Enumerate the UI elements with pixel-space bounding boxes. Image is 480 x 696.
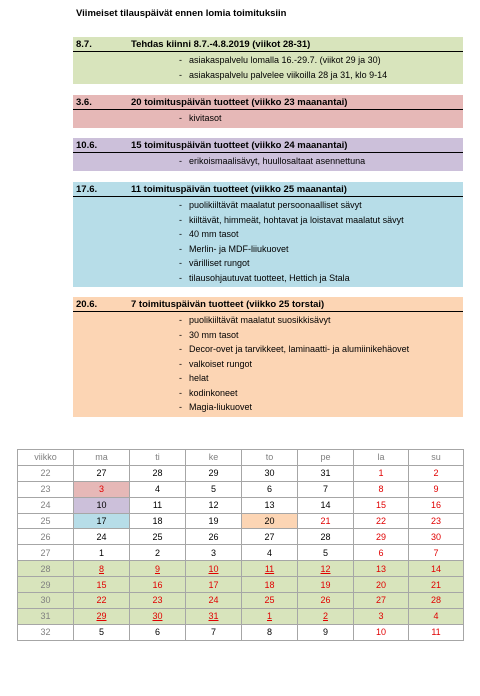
section-item: - erikoismaalisävyt, huullosaltaat asennettuna	[73, 154, 463, 169]
section-date: 17.6.	[76, 184, 98, 195]
section-header	[73, 95, 463, 110]
calendar-day-cell: 17	[74, 513, 130, 529]
calendar-week-row	[18, 624, 464, 640]
weekday-header-ke: ke	[186, 450, 242, 466]
calendar-day-cell: 2	[298, 608, 354, 624]
calendar-day-cell: 19	[186, 513, 242, 529]
calendar-day-cell: 30	[242, 465, 298, 481]
weekday-header-to: to	[242, 450, 298, 466]
calendar-week-row	[18, 465, 464, 481]
calendar-day-cell: 12	[298, 561, 354, 577]
calendar-week-row	[18, 497, 464, 513]
section-header	[73, 182, 463, 197]
section-item: - puolikiiltävät maalatut suosikkisävyt	[73, 313, 463, 328]
calendar-day-cell: 7	[298, 481, 354, 497]
calendar-day-cell: 26	[298, 593, 354, 609]
calendar-day-cell: 14	[298, 497, 354, 513]
calendar-day-cell: 6	[354, 545, 409, 561]
calendar-day-cell: 3	[354, 608, 409, 624]
weekday-header-su: su	[409, 450, 464, 466]
calendar-day-cell: 4	[130, 481, 186, 497]
calendar-day-cell: 25	[242, 593, 298, 609]
section-date: 20.6.	[76, 299, 98, 310]
week-number: 31	[18, 608, 74, 624]
section-item: - Magia-liukuovet	[73, 400, 463, 415]
calendar-week-row	[18, 481, 464, 497]
calendar-day-cell: 4	[242, 545, 298, 561]
section-item: - Decor-ovet ja tarvikkeet, laminaatti- ja alumiinikehäovet	[73, 342, 463, 357]
calendar-day-cell: 20	[354, 577, 409, 593]
week-number: 28	[18, 561, 74, 577]
week-number: 26	[18, 529, 74, 545]
section-item: - tilausohjautuvat tuotteet, Hettich ja Stala	[73, 271, 463, 286]
calendar-day-cell: 25	[130, 529, 186, 545]
calendar-day-cell: 5	[186, 481, 242, 497]
calendar-day-cell: 9	[298, 624, 354, 640]
calendar-day-cell: 6	[242, 481, 298, 497]
section-date: 3.6.	[76, 97, 92, 108]
calendar-day-cell: 27	[74, 465, 130, 481]
section-items	[73, 110, 463, 128]
calendar-day-cell: 10	[186, 561, 242, 577]
calendar-day-cell: 24	[186, 593, 242, 609]
section-header	[73, 37, 463, 52]
calendar-day-cell: 5	[74, 624, 130, 640]
calendar-day-cell: 8	[242, 624, 298, 640]
week-number: 32	[18, 624, 74, 640]
weekday-header-ma: ma	[74, 450, 130, 466]
section-item: - 30 mm tasot	[73, 328, 463, 343]
calendar-header-row	[18, 450, 464, 466]
calendar-week-row	[18, 561, 464, 577]
section-5	[73, 297, 463, 417]
section-item: - kiiltävät, himmeät, hohtavat ja loistavat maalatut sävyt	[73, 213, 463, 228]
section-items	[73, 153, 463, 171]
calendar-week-row	[18, 593, 464, 609]
calendar-day-cell: 13	[354, 561, 409, 577]
section-items	[73, 312, 463, 417]
section-item: - Merlin- ja MDF-liiukuovet	[73, 242, 463, 257]
calendar-day-cell: 20	[242, 513, 298, 529]
calendar-day-cell: 18	[130, 513, 186, 529]
calendar-day-cell: 16	[130, 577, 186, 593]
calendar-week-row	[18, 529, 464, 545]
section-item: - helat	[73, 371, 463, 386]
week-column-header: viikko	[18, 450, 74, 466]
section-item: - värilliset rungot	[73, 256, 463, 271]
calendar-week-row	[18, 513, 464, 529]
calendar-day-cell: 29	[354, 529, 409, 545]
calendar-day-cell: 27	[242, 529, 298, 545]
section-item: - kodinkoneet	[73, 386, 463, 401]
calendar-day-cell: 8	[74, 561, 130, 577]
calendar-day-cell: 8	[354, 481, 409, 497]
calendar-day-cell: 28	[298, 529, 354, 545]
calendar-day-cell: 22	[74, 593, 130, 609]
calendar-day-cell: 26	[186, 529, 242, 545]
section-item: - valkoiset rungot	[73, 357, 463, 372]
section-header	[73, 138, 463, 153]
calendar-day-cell: 3	[186, 545, 242, 561]
calendar-day-cell: 14	[409, 561, 464, 577]
calendar-day-cell: 29	[74, 608, 130, 624]
calendar-day-cell: 30	[130, 608, 186, 624]
calendar-day-cell: 16	[409, 497, 464, 513]
calendar-day-cell: 1	[74, 545, 130, 561]
section-date: 10.6.	[76, 140, 98, 151]
week-number: 29	[18, 577, 74, 593]
section-4	[73, 182, 463, 287]
calendar-day-cell: 7	[186, 624, 242, 640]
section-3	[73, 138, 463, 171]
calendar-day-cell: 2	[130, 545, 186, 561]
calendar-day-cell: 1	[242, 608, 298, 624]
section-item: - kivitasot	[73, 111, 463, 126]
calendar-day-cell: 15	[354, 497, 409, 513]
weekday-header-ti: ti	[130, 450, 186, 466]
calendar-day-cell: 24	[74, 529, 130, 545]
calendar-day-cell: 10	[74, 497, 130, 513]
calendar-day-cell: 1	[354, 465, 409, 481]
calendar-table	[17, 449, 464, 641]
calendar-day-cell: 7	[409, 545, 464, 561]
calendar-day-cell: 29	[186, 465, 242, 481]
section-date: 8.7.	[76, 39, 92, 50]
calendar-day-cell: 10	[354, 624, 409, 640]
calendar-day-cell: 3	[74, 481, 130, 497]
calendar-day-cell: 28	[409, 593, 464, 609]
section-title: 15 toimituspäivän tuotteet (viikko 24 maanantai)	[131, 140, 348, 151]
section-title: 7 toimituspäivän tuotteet (viikko 25 torstai)	[131, 299, 325, 310]
calendar-day-cell: 28	[130, 465, 186, 481]
weekday-header-pe: pe	[298, 450, 354, 466]
week-number: 25	[18, 513, 74, 529]
week-number: 23	[18, 481, 74, 497]
calendar-day-cell: 31	[186, 608, 242, 624]
calendar-day-cell: 11	[409, 624, 464, 640]
section-item: - puolikiiltävät maalatut persoonaalliset sävyt	[73, 198, 463, 213]
calendar-day-cell: 13	[242, 497, 298, 513]
calendar-day-cell: 15	[74, 577, 130, 593]
section-title: 11 toimituspäivän tuotteet (viikko 25 maanantai)	[131, 184, 347, 195]
section-item: - asiakaspalvelu palvelee viikoilla 28 ja 31, klo 9-14	[73, 68, 463, 83]
section-items	[73, 52, 463, 84]
calendar-day-cell: 11	[242, 561, 298, 577]
calendar-day-cell: 18	[242, 577, 298, 593]
section-item: - 40 mm tasot	[73, 227, 463, 242]
calendar-day-cell: 21	[298, 513, 354, 529]
section-title: 20 toimituspäivän tuotteet (viikko 23 maanantai)	[131, 97, 348, 108]
calendar-day-cell: 27	[354, 593, 409, 609]
calendar-week-row	[18, 545, 464, 561]
section-header	[73, 297, 463, 312]
calendar-day-cell: 9	[409, 481, 464, 497]
calendar-day-cell: 6	[130, 624, 186, 640]
section-item: - asiakaspalvelu lomalla 16.-29.7. (viikot 29 ja 30)	[73, 53, 463, 68]
calendar-day-cell: 11	[130, 497, 186, 513]
calendar-day-cell: 19	[298, 577, 354, 593]
calendar-day-cell: 31	[298, 465, 354, 481]
week-number: 22	[18, 465, 74, 481]
calendar-day-cell: 22	[354, 513, 409, 529]
calendar-day-cell: 9	[130, 561, 186, 577]
weekday-header-la: la	[354, 450, 409, 466]
week-number: 24	[18, 497, 74, 513]
week-number: 27	[18, 545, 74, 561]
section-1	[73, 37, 463, 84]
calendar-day-cell: 21	[409, 577, 464, 593]
calendar-day-cell: 5	[298, 545, 354, 561]
calendar-week-row	[18, 577, 464, 593]
calendar-day-cell: 4	[409, 608, 464, 624]
page-title: Viimeiset tilauspäivät ennen lomia toimituksiin	[76, 8, 287, 19]
week-number: 30	[18, 593, 74, 609]
calendar-day-cell: 23	[409, 513, 464, 529]
section-items	[73, 197, 463, 287]
calendar-day-cell: 2	[409, 465, 464, 481]
calendar-day-cell: 12	[186, 497, 242, 513]
calendar-day-cell: 17	[186, 577, 242, 593]
calendar-day-cell: 23	[130, 593, 186, 609]
calendar-week-row	[18, 608, 464, 624]
section-title: Tehdas kiinni 8.7.-4.8.2019 (viikot 28-31)	[131, 39, 311, 50]
section-2	[73, 95, 463, 128]
calendar-body	[18, 465, 464, 640]
calendar-day-cell: 30	[409, 529, 464, 545]
